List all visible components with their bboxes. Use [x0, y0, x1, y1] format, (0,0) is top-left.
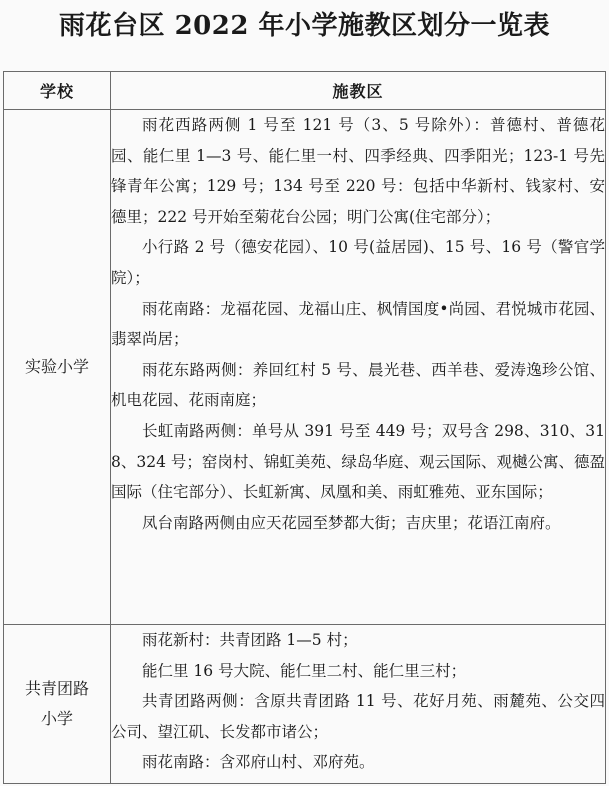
- school-district-table: [3, 71, 606, 784]
- table-header-row: [4, 72, 606, 110]
- header-area: 施教区: [111, 72, 606, 110]
- school-name: 实验小学: [4, 110, 111, 625]
- district-paragraph: 凤台南路两侧由应天花园至梦都大街；吉庆里；花语江南府。: [142, 513, 561, 532]
- table-row: [4, 625, 606, 784]
- school-name-line: 小学: [40, 709, 73, 728]
- district-paragraph: 能仁里 16 号大院、能仁里二村、能仁里三村；: [142, 661, 467, 680]
- district-description: [111, 625, 606, 784]
- header-school: 学校: [4, 72, 111, 110]
- district-paragraph: 雨花新村：共青团路 1—5 村；: [142, 631, 358, 649]
- district-paragraph: 雨花南路：含邓府山村、邓府苑。: [142, 753, 375, 772]
- table-row: [4, 110, 606, 625]
- school-name: [4, 625, 111, 784]
- district-paragraph: 雨花西路两侧 1 号至 121 号（3、5 号除外）：普德村、普德花园、能仁里 1—3 号、能仁里一村、四季经典、四季阳光；123-1 号先锋青年公寓；129 号；134 号至 220 号：包括中华新村、钱家村、安德里；222 号开始至菊花台公园；明门公寓(住宅部分）；: [111, 116, 605, 226]
- district-paragraph: 雨花东路两侧：养回红村 5 号、晨光巷、西羊巷、爱涛逸珍公馆、机电花园、花雨南庭；: [111, 360, 605, 410]
- district-paragraph: 小行路 2 号（德安花园）、10 号(益居园)、15 号、16 号（警官学院）；: [111, 238, 605, 287]
- page-title: 雨花台区 2022 年小学施教区划分一览表: [59, 11, 550, 41]
- district-description: [111, 110, 606, 625]
- district-paragraph: 长虹南路两侧：单号从 391 号至 449 号；双号含 298、310、318、324 号；窑岗村、锦虹美苑、绿岛华庭、观云国际、观樾公寓、德盈国际（住宅部分）、长虹新寓、凤凰和美、雨虹雅苑、亚东国际；: [111, 421, 605, 502]
- school-name-line: 共青团路: [24, 679, 89, 698]
- district-paragraph: 共青团路两侧：含原共青团路 11 号、花好月苑、雨麓苑、公交四公司、望江矶、长发都市诸公；: [111, 692, 605, 741]
- district-paragraph: 雨花南路：龙福花园、龙福山庄、枫情国度•尚园、君悦城市花园、翡翠尚居；: [111, 299, 605, 349]
